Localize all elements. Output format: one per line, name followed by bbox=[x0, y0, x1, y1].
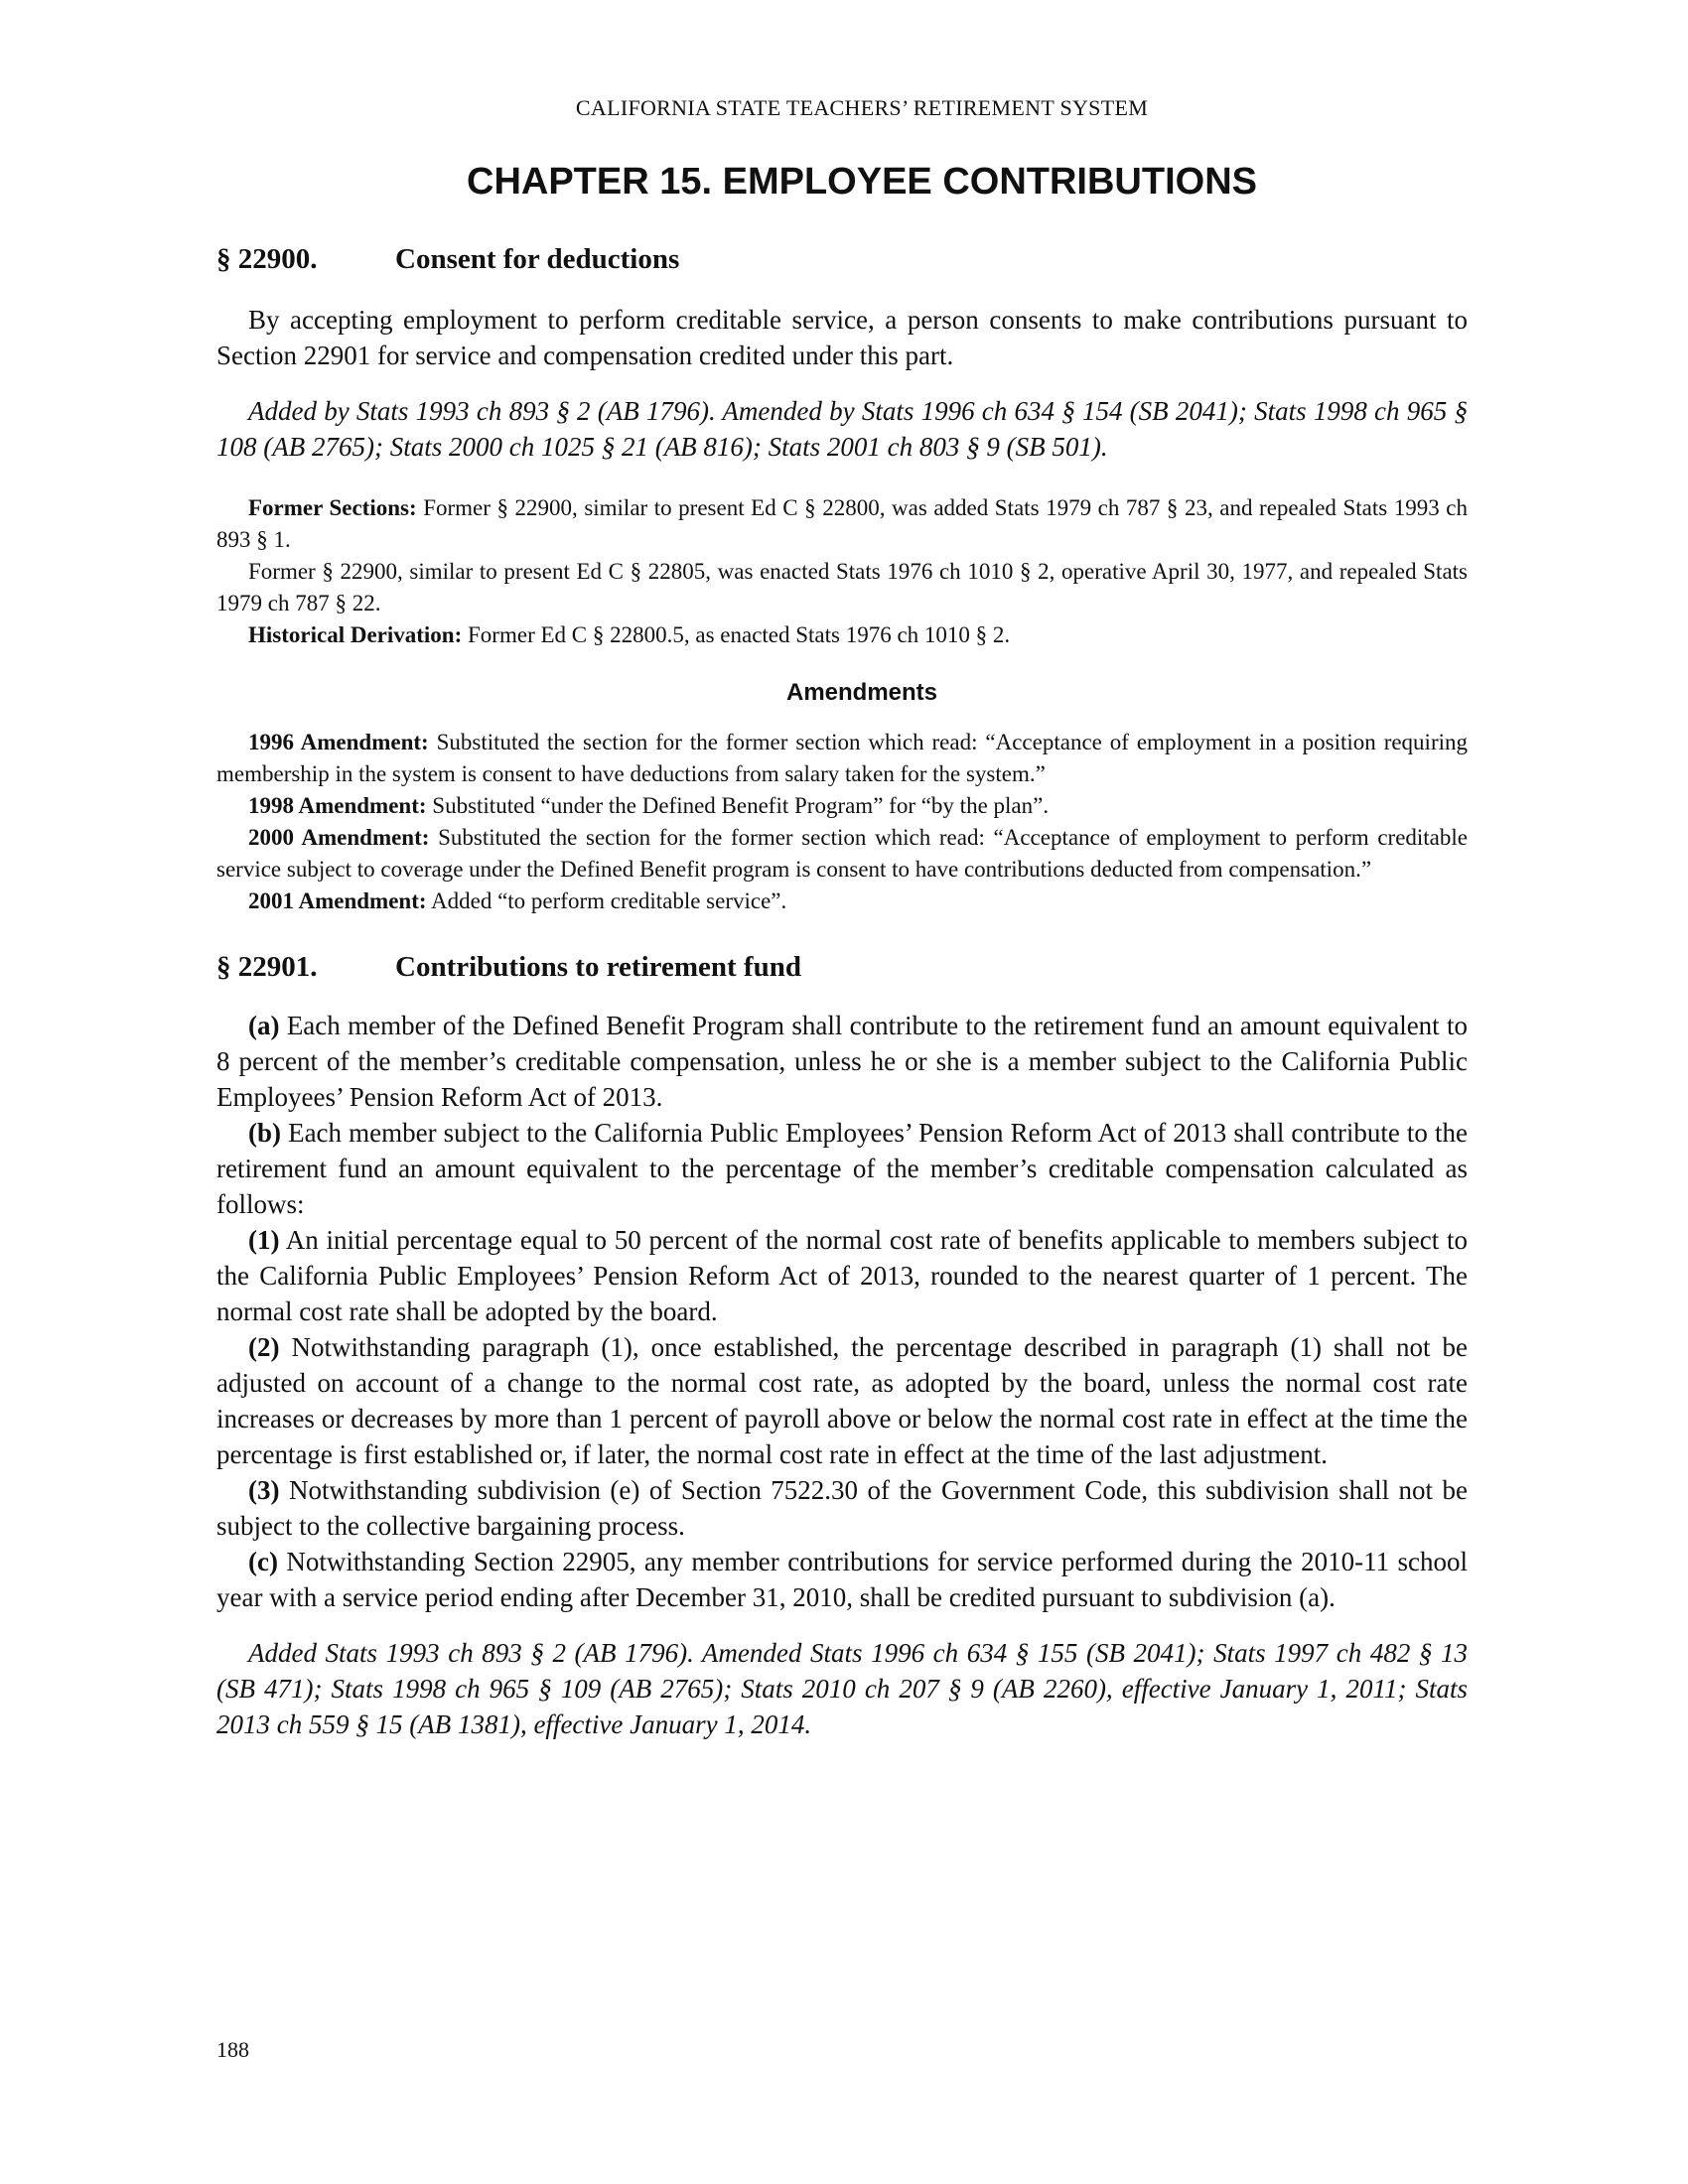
historical-derivation-label: Historical Derivation: bbox=[248, 622, 463, 647]
section-body: By accepting employment to perform creditable service, a person consents to make contributions pursuant to Section 22901 for service and compensation credited under this part. bbox=[216, 305, 1468, 370]
section-heading bbox=[216, 951, 1468, 984]
subdivision bbox=[216, 1008, 1468, 1115]
subdivision bbox=[216, 1222, 1468, 1329]
history-note: Added by Stats 1993 ch 893 § 2 (AB 1796). Amended by Stats 1996 ch 634 § 154 (SB 2041); Stats 1998 ch 965 § 108 (AB 2765); Stats 2000 ch 1025 § 21 (AB 816); Stats 2001 ch 803 § 9 (SB 501). bbox=[216, 396, 1468, 462]
document-page bbox=[216, 95, 1468, 1742]
subdivision-text: An initial percentage equal to 50 percent of the normal cost rate of benefits applicable to members subject to the California Public Employees’ Pension Reform Act of 2013, rounded to the nearest quarter of 1 percent. The normal cost rate shall be adopted by the board. bbox=[216, 1225, 1468, 1326]
amendment-item bbox=[216, 790, 1468, 822]
running-head: CALIFORNIA STATE TEACHERS’ RETIREMENT SYSTEM bbox=[575, 95, 1149, 120]
amendment-text: Substituted “under the Defined Benefit Program” for “by the plan”. bbox=[432, 793, 1050, 818]
former-sections-label: Former Sections: bbox=[248, 495, 417, 520]
subdivision bbox=[216, 1329, 1468, 1472]
amendment-item bbox=[216, 822, 1468, 886]
subdivision-text: Notwithstanding Section 22905, any member contributions for service performed during the 2010-11 school year with a service period ending after December 31, 2010, shall be credited pursuant to subdivision (a). bbox=[216, 1547, 1469, 1612]
subdivision bbox=[216, 1115, 1468, 1222]
page-number: 188 bbox=[216, 2037, 249, 2062]
subdivision-text: Each member subject to the California Public Employees’ Pension Reform Act of 2013 shall contribute to the retirement fund an amount equivalent to the percentage of the member’s creditable compensation calculated as follows: bbox=[216, 1118, 1468, 1219]
subdivision-label: (b) bbox=[248, 1118, 281, 1148]
section-body bbox=[216, 1008, 1468, 1615]
subdivision-label: (c) bbox=[248, 1547, 278, 1576]
chapter-title: CHAPTER 15. EMPLOYEE CONTRIBUTIONS bbox=[467, 161, 1257, 203]
amendment-text: Substituted the section for the former section which read: “Acceptance of employment to perform creditable service subject to coverage under the Defined Benefit program is consent to have contributions deducted from compensation.” bbox=[216, 825, 1468, 882]
former-sections-note bbox=[216, 492, 1468, 556]
subdivision-label: (2) bbox=[248, 1332, 280, 1362]
amendment-text: Added “to perform creditable service”. bbox=[431, 888, 787, 913]
section-number: § 22900. bbox=[216, 243, 318, 275]
section-title: Consent for deductions bbox=[395, 243, 680, 275]
subdivision-label: (1) bbox=[248, 1225, 280, 1255]
amendment-item bbox=[216, 727, 1468, 790]
section-22900 bbox=[216, 243, 1468, 917]
amendments-list bbox=[216, 727, 1468, 917]
section-number: § 22901. bbox=[216, 951, 318, 983]
subdivision-text: Each member of the Defined Benefit Program shall contribute to the retirement fund an amount equivalent to 8 percent of the member’s creditable compensation, unless he or she is a member subject to the California Public Employees’ Pension Reform Act of 2013. bbox=[216, 1011, 1469, 1112]
subdivision bbox=[216, 1544, 1468, 1615]
amendment-label: 2001 Amendment: bbox=[248, 888, 427, 913]
former-sections-note-2: Former § 22900, similar to present Ed C § 22805, was enacted Stats 1976 ch 1010 § 2, operative April 30, 1977, and repealed Stats 1979 ch 787 § 22. bbox=[216, 559, 1468, 615]
amendment-text: Substituted the section for the former section which read: “Acceptance of employment in a position requiring membership in the system is consent to have deductions from salary taken for the system.” bbox=[216, 730, 1468, 786]
amendment-label: 2000 Amendment: bbox=[248, 825, 430, 850]
notes-block bbox=[216, 492, 1468, 651]
subdivision-label: (a) bbox=[248, 1011, 280, 1040]
subdivision-label: (3) bbox=[248, 1475, 280, 1505]
historical-derivation-text: Former Ed C § 22800.5, as enacted Stats 1976 ch 1010 § 2. bbox=[468, 622, 1011, 647]
amendments-heading: Amendments bbox=[785, 679, 938, 706]
section-22901 bbox=[216, 951, 1468, 1742]
historical-derivation-note bbox=[216, 619, 1468, 651]
section-title: Contributions to retirement fund bbox=[395, 951, 801, 983]
section-heading bbox=[216, 243, 1468, 276]
subdivision bbox=[216, 1472, 1468, 1544]
amendment-item bbox=[216, 886, 1468, 917]
history-note: Added Stats 1993 ch 893 § 2 (AB 1796). Amended Stats 1996 ch 634 § 155 (SB 2041); Stats 1997 ch 482 § 13 (SB 471); Stats 1998 ch 965 § 109 (AB 2765); Stats 2010 ch 207 § 9 (AB 2260), effective January 1, 2011; Stats 2013 ch 559 § 15 (AB 1381), effective January 1, 2014. bbox=[216, 1638, 1468, 1739]
amendment-label: 1998 Amendment: bbox=[248, 793, 427, 818]
subdivision-text: Notwithstanding paragraph (1), once established, the percentage described in paragraph (1) shall not be adjusted on account of a change to the normal cost rate, as adopted by the board, unless the normal cost rate increases or decreases by more than 1 percent of payroll above or below the normal cost rate in effect at the time the percentage is first established or, if later, the normal cost rate in effect at the time of the last adjustment. bbox=[216, 1332, 1468, 1469]
subdivision-text: Notwithstanding subdivision (e) of Section 7522.30 of the Government Code, this subdivision shall not be subject to the collective bargaining process. bbox=[216, 1475, 1469, 1541]
amendment-label: 1996 Amendment: bbox=[248, 730, 429, 754]
former-sections-text: Former § 22900, similar to present Ed C § 22800, was added Stats 1979 ch 787 § 23, and repealed Stats 1993 ch 893 § 1. bbox=[216, 495, 1469, 552]
